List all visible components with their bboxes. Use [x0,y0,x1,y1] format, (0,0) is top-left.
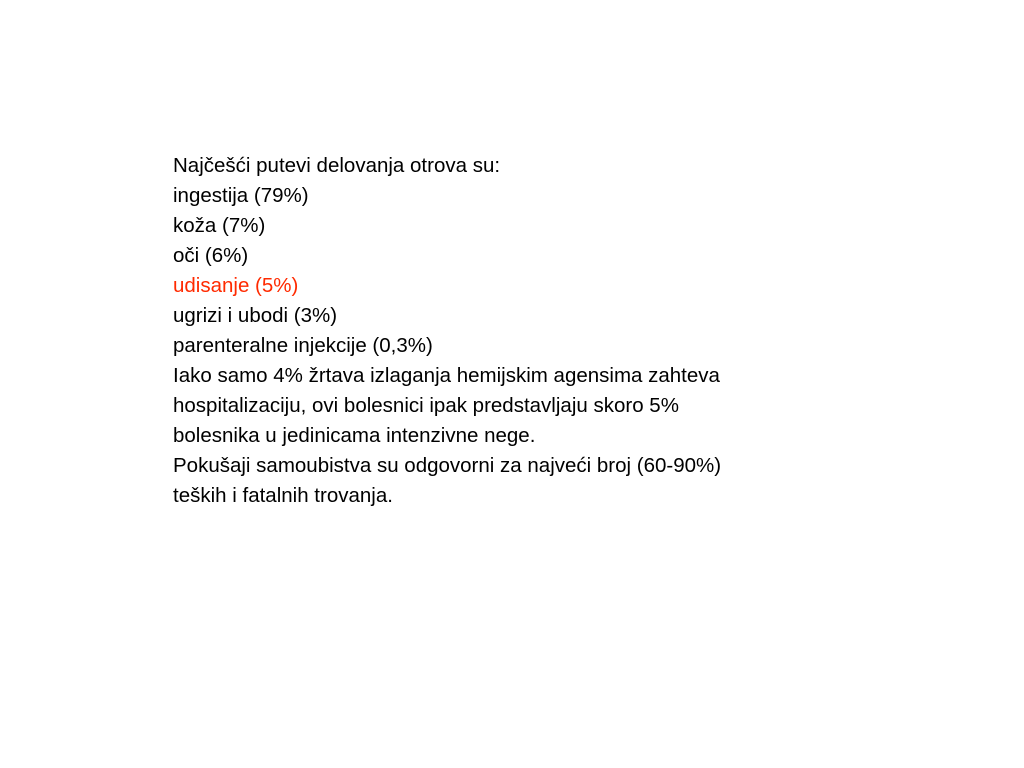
route-item-eyes: oči (6%) [173,244,249,267]
paragraph-suicide-line-2: teških i fatalnih trovanja. [173,484,393,507]
route-item-skin: koža (7%) [173,214,266,237]
route-item-bites-stings: ugrizi i ubodi (3%) [173,304,338,327]
route-item-ingestion: ingestija (79%) [173,184,309,207]
route-item-parenteral: parenteralne injekcije (0,3%) [173,334,433,357]
route-item-inhalation: udisanje (5%) [173,274,299,297]
paragraph-hospitalization-line-3: bolesnika u jedinicama intenzivne nege. [173,424,536,447]
slide-text-block [173,151,893,511]
slide-heading: Najčešći putevi delovanja otrova su: [173,154,501,177]
paragraph-hospitalization-line-1: Iako samo 4% žrtava izlaganja hemijskim agensima zahteva [173,364,720,387]
paragraph-hospitalization-line-2: hospitalizaciju, ovi bolesnici ipak predstavljaju skoro 5% [173,394,679,417]
paragraph-suicide-line-1: Pokušaji samoubistva su odgovorni za najveći broj (60-90%) [173,454,722,477]
